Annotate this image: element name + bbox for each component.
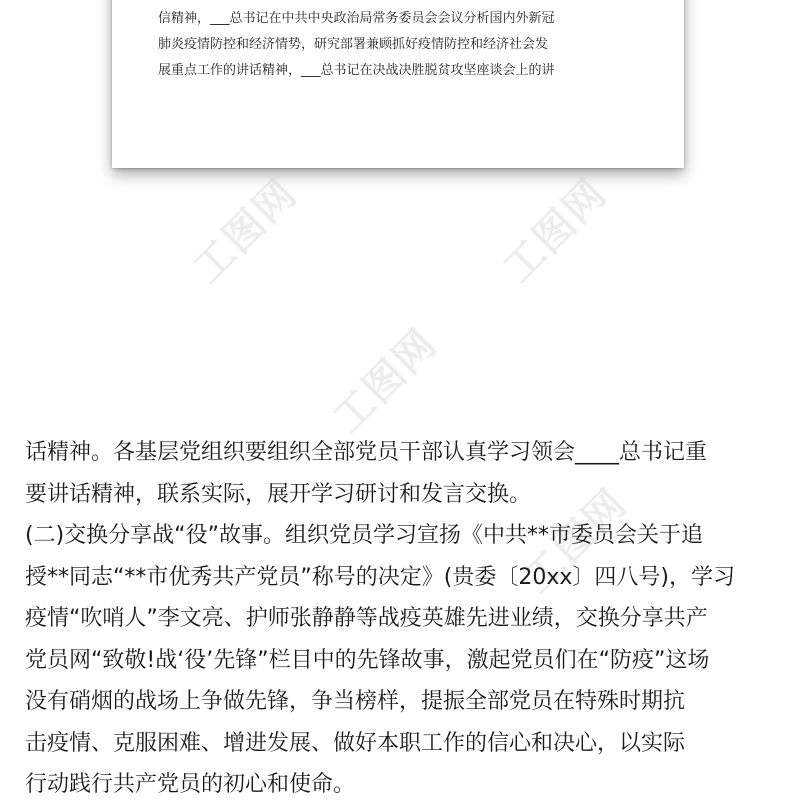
card-text-block [158, 6, 638, 84]
watermark-logo: 工图网 [494, 170, 617, 292]
paragraph-line: 行动践行共产党员的初心和使命。 [25, 772, 356, 797]
card-line: 肺炎疫情防控和经济情势，研究部署兼顾抓好疫情防控和经济社会发 [158, 37, 549, 52]
paragraph-line: (二)交换分享战“役”故事。组织党员学习宣扬《中共**市委员会关于追 [25, 523, 703, 548]
paragraph-line: 党员网“致敬!战‘役’先锋”栏目中的先锋故事，激起党员们在“防疫”这场 [25, 647, 710, 673]
paragraph-line: 没有硝烟的战场上争做先锋，争当榜样，提振全部党员在特殊时期抗 [25, 689, 686, 714]
paragraph-line: 疫情“吹哨人”李文亮、护师张静静等战疫英雄先进业绩，交换分享共产 [25, 606, 708, 631]
watermark-logo: 工图网 [184, 170, 307, 292]
watermark-logo: 工图网 [514, 480, 637, 602]
paragraph-line: 话精神。各基层党组织要组织全部党员干部认真学习领会____总书记重 [25, 440, 708, 465]
card-line: 信精神，___总书记在中共中央政治局常务委员会会议分析国内外新冠 [158, 11, 555, 26]
document-preview-card [112, 0, 684, 168]
watermark-logo: 工图网 [324, 320, 447, 442]
paragraph-line: 授**同志“**市优秀共产党员”称号的决定》(贵委〔20xx〕四八号)，学习 [25, 564, 735, 590]
body-text-block [25, 432, 785, 800]
paragraph-line: 要讲话精神，联系实际，展开学习研讨和发言交换。 [25, 481, 532, 507]
card-line: 展重点工作的讲话精神，___总书记在决战决胜脱贫攻坚座谈会上的讲 [158, 63, 555, 78]
paragraph-line: 击疫情、克服困难、增进发展、做好本职工作的信心和决心，以实际 [25, 730, 686, 756]
